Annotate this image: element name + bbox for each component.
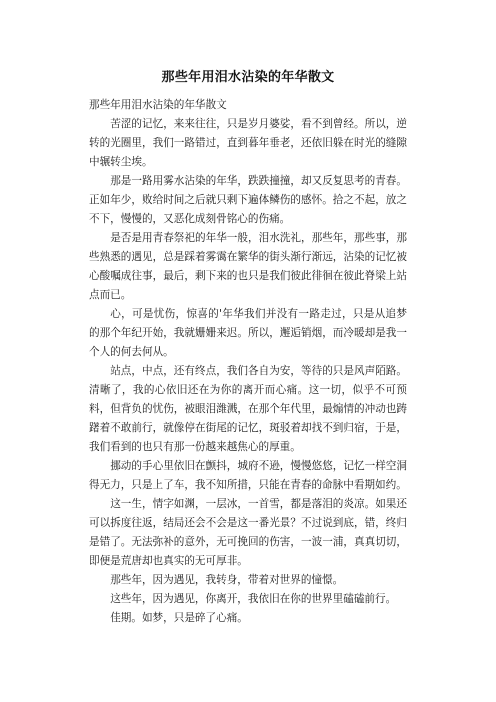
paragraph: 挪动的手心里依旧在颤抖，城府不逊，慢慢悠悠，记忆一样空洞得无力，只是上了车，我不知所措，只能在青春的命脉中看期如约。 [89, 460, 407, 491]
paragraph: 苦涩的记忆，来来往往，只是岁月婆娑，看不到曾经。所以，逆转的光圈里，我们一路错过，直到暮年垂老，还依旧躲在时光的缝隙中辗转尘埃。 [89, 118, 407, 168]
paragraph: 这些年，因为遇见，你离开，我依旧在你的世界里磕磕前行。 [110, 593, 397, 605]
paragraph: 是否是用青春祭祀的年华一般，泪水洗礼，那些年，那些事，那些熟悉的遇见，总是踩着雾霭在繁华的街头渐行渐远，沾染的记忆被心酸嘱成往事，最后，剩下来的也只是我们彼此徘徊在彼此脊梁上站点而已。 [89, 232, 407, 301]
paragraph: 那些年，因为遇见，我转身，带着对世界的憧憬。 [110, 574, 344, 586]
paragraph: 站点，中点，还有终点，我们各自为安，等待的只是风声陌路。清晰了，我的心依旧还在为你的离开而心痛。这一切，似乎不可预料，但背负的忧伤，被眼泪潍溅，在那个年代里，最煽情的冲动也踌躇着不敢前行，就像停在街尾的记忆，斑驳着却找不到归宿，于是，我们看到的也只有那一份越来越焦心的厚重。 [89, 365, 407, 453]
document-body [89, 96, 407, 628]
paragraph: 那是一路用雾水沾染的年华，跌跌撞撞，却又反复思考的青春。正如年少，败给时间之后就只剩下遍体鳞伤的感怀。拾之不起，放之不下，慢慢的，又恶化成刻骨铭心的伤痛。 [89, 175, 407, 225]
document-title: 那些年用泪水沾染的年华散文 [161, 70, 335, 85]
paragraph: 心，可是忧伤，惊喜的'年华我们并没有一路走过，只是从追梦的那个年纪开始，我就姗姗来迟。所以，邂逅销烟，而冷暖却是我一个人的何去何从。 [89, 308, 407, 358]
paragraph: 佳期。如梦，只是碎了心痛。 [110, 612, 248, 624]
paragraph: 那些年用泪水沾染的年华散文 [89, 99, 227, 111]
paragraph: 这一生，情字如渊，一层冰，一首雪，都是落泪的炎凉。如果还可以拆度往返，结局还会不会是这一番光景？不过说到底，错，终归是错了。无法弥补的意外，无可挽回的伤害，一波一浦，真真切切，即便是荒唐却也真实的无可厚非。 [89, 498, 407, 567]
